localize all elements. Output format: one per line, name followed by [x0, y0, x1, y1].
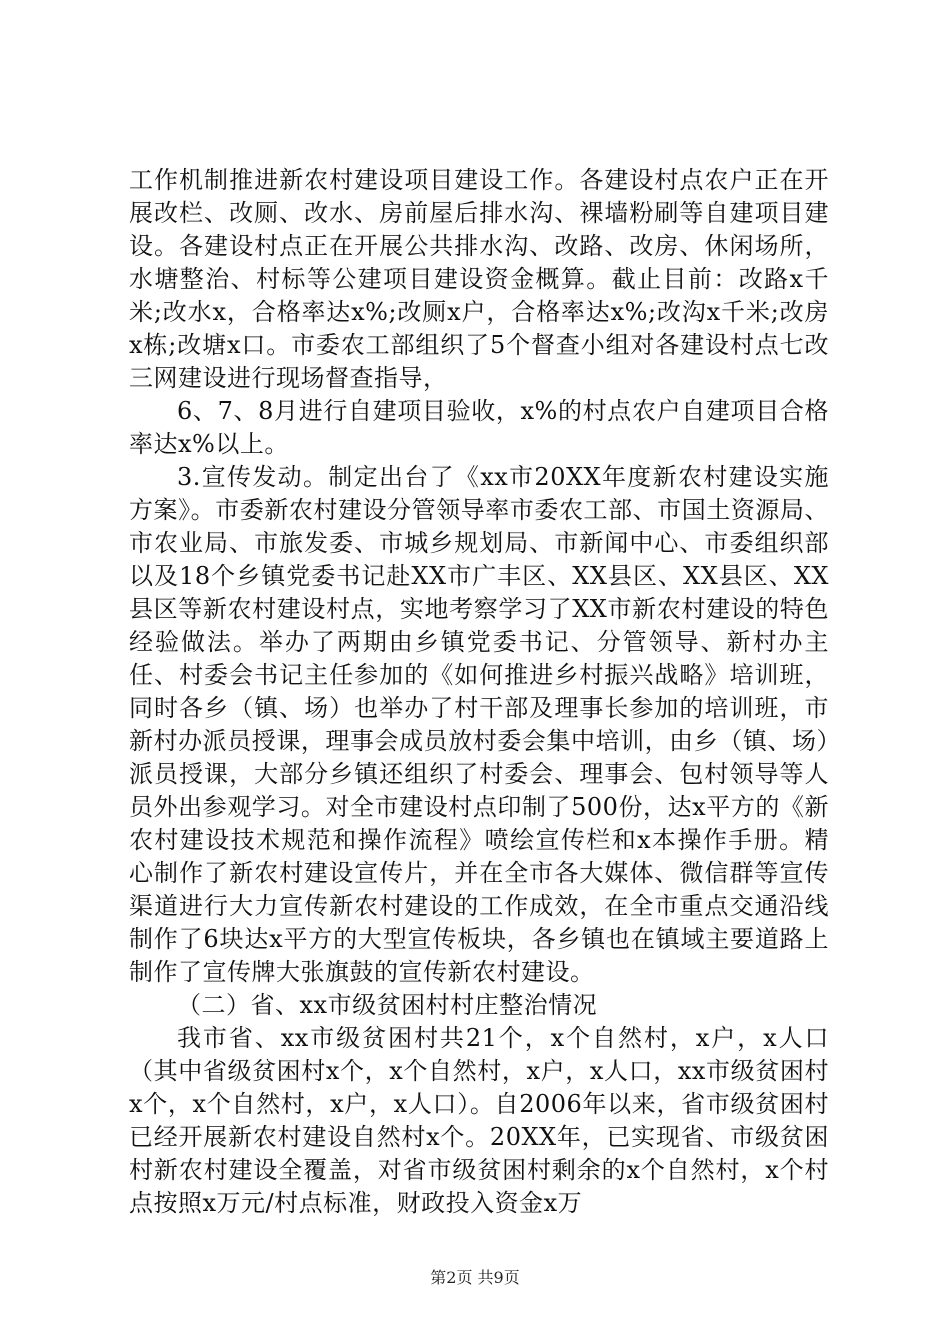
paragraph-publicity: 3.宣传发动。制定出台了《xx市20XX年度新农村建设实施方案》。市委新农村建设分管领导率市委农工部、市国土资源局、市农业局、市旅发委、市城乡规划局、市新闻中心、市委组织部以及18个乡镇党委书记赴XX市广丰区、XX县区、XX县区、XX县区等新农村建设村点，实地考察学习了XX市新农村建设的特色经验做法。举办了两期由乡镇党委书记、分管领导、新村办主任、村委会书记主任参加的《如何推进乡村振兴战略》培训班，同时各乡（镇、场）也举办了村干部及理事长参加的培训班，市新村办派员授课，理事会成员放村委会集中培训，由乡（镇、场）派员授课，大部分乡镇还组织了村委会、理事会、包村领导等人员外出参观学习。对全市建设村点印制了500份，达x平方的《新农村建设技术规范和操作流程》喷绘宣传栏和x本操作手册。精心制作了新农村建设宣传片，并在全市各大媒体、微信群等宣传渠道进行大力宣传新农村建设的工作成效，在全市重点交通沿线制作了6块达x平方的大型宣传板块，各乡镇也在镇域主要道路上制作了宣传牌大张旗鼓的宣传新农村建设。 — [129, 463, 829, 986]
section-heading-poor-villages: （二）省、xx市级贫困村村庄整治情况 — [177, 991, 598, 1019]
page-footer: 第2页 共9页 — [430, 1268, 520, 1287]
document-body — [129, 164, 829, 1220]
paragraph-poor-villages: 我市省、xx市级贫困村共21个，x个自然村，x户，x人口（其中省级贫困村x个，x个自然村，x户，x人口，xx市级贫困村x个，x个自然村，x户，x人口）。自2006年以来，省市级贫困村已经开展新农村建设自然村x个。20XX年，已实现省、市级贫困村新农村建设全覆盖，对省市级贫困村剩余的x个自然村，x个村点按照x万元/村点标准，财政投入资金x万 — [129, 1024, 829, 1217]
paragraph-acceptance: 6、7、8月进行自建项目验收，x%的村点农户自建项目合格率达x%以上。 — [129, 397, 829, 458]
paragraph-work-mechanism: 工作机制推进新农村建设项目建设工作。各建设村点农户正在开展改栏、改厕、改水、房前屋后排水沟、裸墙粉刷等自建项目建设。各建设村点正在开展公共排水沟、改路、改房、休闲场所，水塘整治、村标等公建项目建设资金概算。截止目前：改路x千米;改水x，合格率达x%;改厕x户，合格率达x%;改沟x千米;改房x栋;改塘x口。市委农工部组织了5个督查小组对各建设村点七改三网建设进行现场督查指导， — [129, 166, 829, 392]
